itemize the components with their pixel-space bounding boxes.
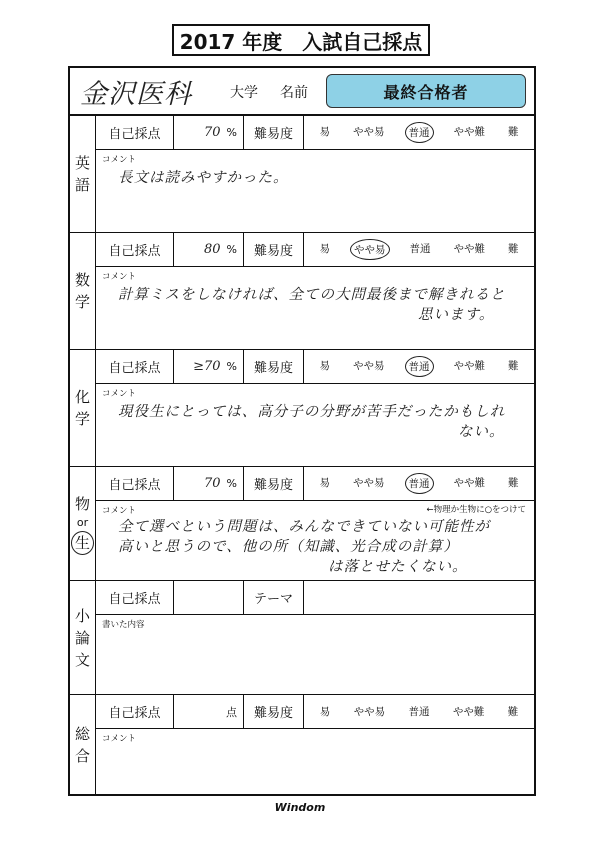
level-option-selected[interactable]: 普通 <box>405 356 434 377</box>
level-option-selected[interactable]: 普通 <box>405 473 434 494</box>
comment-line: 思います。 <box>418 307 495 323</box>
self-score-label: 自己採点 <box>96 467 174 500</box>
score-cell[interactable] <box>174 581 244 614</box>
self-score-label: 自己採点 <box>96 350 174 383</box>
self-score-label: 自己採点 <box>96 116 174 149</box>
comment-line: 現役生にとっては、高分子の分野が苦手だったかもしれ <box>118 404 506 420</box>
comment-text <box>118 168 524 188</box>
difficulty-levels <box>304 122 534 143</box>
page-title: 2017 年度 入試自己採点 <box>172 24 430 56</box>
level-option[interactable]: 易 <box>319 360 330 372</box>
comment-line: ない。 <box>458 424 505 440</box>
difficulty-label: 難易度 <box>244 350 304 383</box>
theme-label: テーマ <box>244 581 304 614</box>
comment-text <box>118 402 524 442</box>
rating-row <box>96 467 534 501</box>
score-cell[interactable] <box>174 467 244 500</box>
subject-char: 小 <box>74 606 90 625</box>
score-form <box>68 66 536 796</box>
level-option[interactable]: 易 <box>319 243 330 255</box>
level-option[interactable]: 難 <box>507 706 519 718</box>
subject-char: 総 <box>74 725 90 743</box>
difficulty-label: 難易度 <box>244 467 304 500</box>
subject-char: 合 <box>74 747 90 765</box>
rating-row <box>96 350 534 384</box>
section-english <box>70 116 534 233</box>
score-value: 70 <box>204 476 221 491</box>
comment-label: コメント <box>102 506 137 516</box>
section-essay <box>70 581 534 695</box>
comment-label: コメント <box>102 734 137 744</box>
subject-select-note: ←物理か生物に○をつけて <box>426 505 526 515</box>
comment-line: 高いと思うので、他の所（知識、光合成の計算） <box>118 539 459 555</box>
written-content-label: 書いた内容 <box>102 620 145 630</box>
level-option[interactable]: やや易 <box>353 126 385 138</box>
subject-char: 英 <box>74 154 90 172</box>
footer-brand: Windom <box>274 801 326 814</box>
level-option[interactable]: 難 <box>508 360 519 372</box>
level-option[interactable]: 易 <box>319 706 331 718</box>
score-cell[interactable] <box>174 695 244 728</box>
subject-char: 文 <box>74 650 90 669</box>
difficulty-label: 難易度 <box>244 233 304 266</box>
point-unit: 点 <box>226 705 237 719</box>
school-name: 金沢医科 <box>80 79 192 110</box>
level-option[interactable]: やや易 <box>353 360 385 372</box>
level-option[interactable]: 難 <box>508 477 519 489</box>
score-cell[interactable] <box>174 350 244 383</box>
percent-unit: % <box>226 126 237 139</box>
school-suffix: 大学 <box>230 85 258 101</box>
level-option[interactable]: 普通 <box>408 706 430 718</box>
score-cell[interactable] <box>174 233 244 266</box>
level-option-selected[interactable]: 普通 <box>405 122 434 143</box>
self-score-label: 自己採点 <box>96 695 174 728</box>
level-option-selected[interactable]: やや易 <box>350 239 390 260</box>
name-value: 最終合格者 <box>326 74 526 108</box>
subject-char: 数 <box>74 271 90 289</box>
percent-unit: % <box>226 360 237 373</box>
rating-row <box>96 233 534 267</box>
percent-unit: % <box>226 477 237 490</box>
comment-area[interactable] <box>96 384 534 466</box>
comment-line: は落とせたくない。 <box>328 559 468 575</box>
comment-text <box>118 517 524 577</box>
comment-line: 全て選べという問題は、みんなできていない可能性が <box>118 519 490 535</box>
subject-char: 化 <box>74 388 90 406</box>
name-label: 名前 <box>280 85 308 101</box>
comment-label: コメント <box>102 389 137 399</box>
difficulty-label: 難易度 <box>244 695 304 728</box>
subject-label <box>70 581 96 694</box>
section-chemistry <box>70 350 534 467</box>
subject-char: 学 <box>74 293 90 311</box>
difficulty-levels <box>304 356 534 377</box>
subject-label <box>70 350 96 466</box>
level-option[interactable]: やや難 <box>452 706 485 718</box>
level-option[interactable]: 普通 <box>409 243 431 255</box>
subject-char: 物 <box>74 494 90 513</box>
difficulty-levels <box>304 473 534 494</box>
comment-area[interactable] <box>96 729 534 795</box>
comment-text <box>118 285 524 325</box>
subject-label <box>70 695 96 795</box>
score-value: ≥70 <box>193 359 221 374</box>
percent-unit: % <box>226 243 237 256</box>
subject-char: 学 <box>74 410 90 428</box>
rating-row <box>96 116 534 150</box>
comment-line: 長文は読みやすかった。 <box>118 170 289 186</box>
subject-char-circled: 生 <box>71 531 94 555</box>
level-option[interactable]: やや易 <box>353 477 385 489</box>
self-score-label: 自己採点 <box>96 233 174 266</box>
section-math <box>70 233 534 350</box>
comment-line: 計算ミスをしなければ、全ての大問最後まで解きれると <box>118 287 506 303</box>
level-option[interactable]: やや易 <box>353 706 386 718</box>
score-cell[interactable] <box>174 116 244 149</box>
comment-area[interactable] <box>96 150 534 232</box>
subject-or: or <box>76 515 89 529</box>
subject-label <box>70 116 96 232</box>
header-row <box>70 68 534 116</box>
level-option[interactable]: やや難 <box>453 360 485 372</box>
section-overall <box>70 695 534 795</box>
comment-label: コメント <box>102 155 137 165</box>
level-option[interactable]: やや難 <box>453 126 485 138</box>
rating-row <box>96 695 534 729</box>
subject-char: 語 <box>74 176 90 194</box>
subject-label <box>70 467 96 580</box>
level-option[interactable]: 易 <box>319 126 330 138</box>
level-option[interactable]: 難 <box>508 243 519 255</box>
difficulty-levels <box>304 702 534 721</box>
comment-label: コメント <box>102 272 137 282</box>
subject-char: 論 <box>74 628 90 647</box>
level-option[interactable]: やや難 <box>453 477 485 489</box>
subject-label <box>70 233 96 349</box>
difficulty-label: 難易度 <box>244 116 304 149</box>
section-physics-or-biology <box>70 467 534 581</box>
level-option[interactable]: 易 <box>319 477 330 489</box>
comment-area[interactable] <box>96 501 534 580</box>
level-option[interactable]: 難 <box>508 126 519 138</box>
rating-row <box>96 581 534 615</box>
level-option[interactable]: やや難 <box>453 243 485 255</box>
self-score-label: 自己採点 <box>96 581 174 614</box>
difficulty-levels <box>304 239 534 260</box>
score-value: 70 <box>204 125 221 140</box>
score-value: 80 <box>204 242 221 257</box>
comment-area[interactable] <box>96 267 534 349</box>
written-content-area[interactable] <box>96 615 534 694</box>
